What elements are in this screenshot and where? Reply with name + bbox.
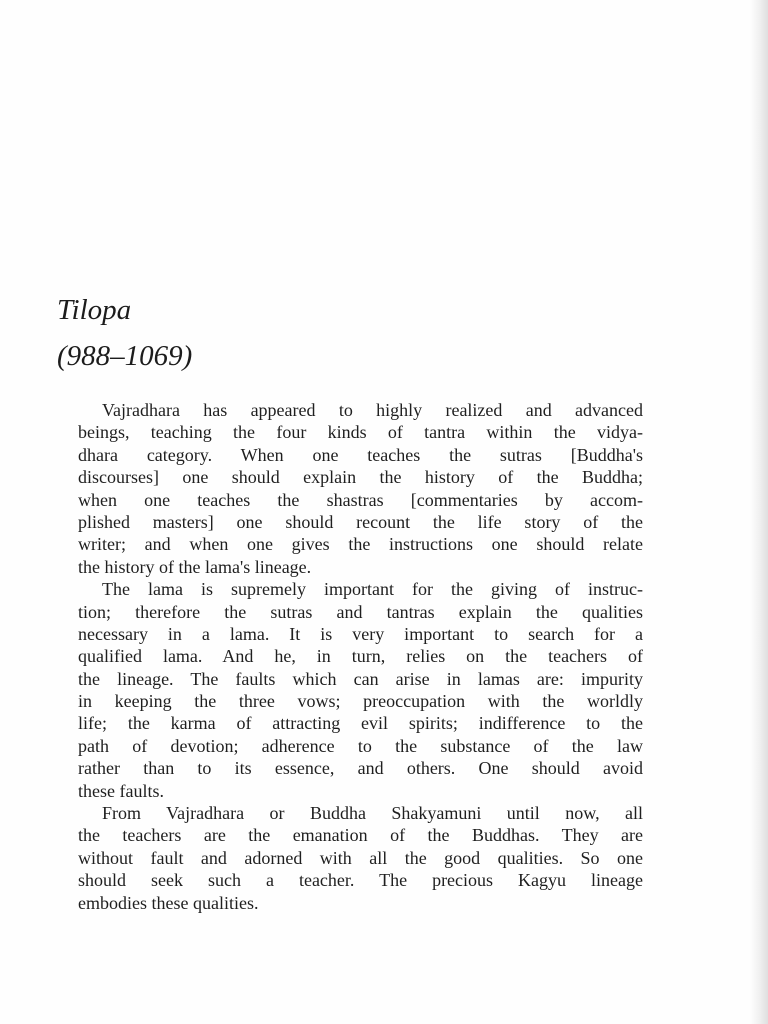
text-line: tion; therefore the sutras and tantras explain the qualities [78,601,643,622]
chapter-body [54,399,643,914]
text-line: rather than to its essence, and others. One should avoid [78,758,643,779]
text-line: the history of the lama's lineage. [78,556,312,577]
text-line: discourses] one should explain the history of the Buddha; [78,467,643,488]
chapter-dates: (988–1069) [57,340,193,372]
text-line: writer; and when one gives the instructions one should relate [78,534,643,555]
text-line: the lineage. The faults which can arise in lamas are: impurity [78,668,643,689]
chapter-name: Tilopa [57,294,132,326]
text-line: life; the karma of attracting evil spirits; indifference to the [78,713,643,734]
text-line: in keeping the three vows; preoccupation with the worldly [78,691,643,712]
text-line: path of devotion; adherence to the substance of the law [78,735,643,756]
chapter-title [57,287,192,379]
text-line: embodies these qualities. [78,892,259,913]
paragraph-3 [54,802,643,914]
text-line: without fault and adorned with all the good qualities. So one [78,847,643,868]
text-line: The lama is supremely important for the giving of instruc- [102,579,643,600]
paragraph-1 [54,399,643,578]
text-line: qualified lama. And he, in turn, relies on the teachers of [78,646,643,667]
text-line: From Vajradhara or Buddha Shakyamuni until now, all [102,803,643,824]
text-line: Vajradhara has appeared to highly realized and advanced [102,400,643,420]
paragraph-2 [54,578,643,802]
text-line: plished masters] one should recount the life story of the [78,511,643,532]
text-line: necessary in a lama. It is very important to search for a [78,623,643,644]
text-line: the teachers are the emanation of the Buddhas. They are [78,825,643,846]
page-edge-shadow [750,0,768,1024]
text-line: should seek such a teacher. The precious Kagyu lineage [78,870,643,891]
text-line: these faults. [78,780,164,801]
text-line: beings, teaching the four kinds of tantra within the vidya- [78,422,643,443]
text-line: when one teaches the shastras [commentaries by accom- [78,489,643,510]
text-line: dhara category. When one teaches the sutras [Buddha's [78,444,643,465]
